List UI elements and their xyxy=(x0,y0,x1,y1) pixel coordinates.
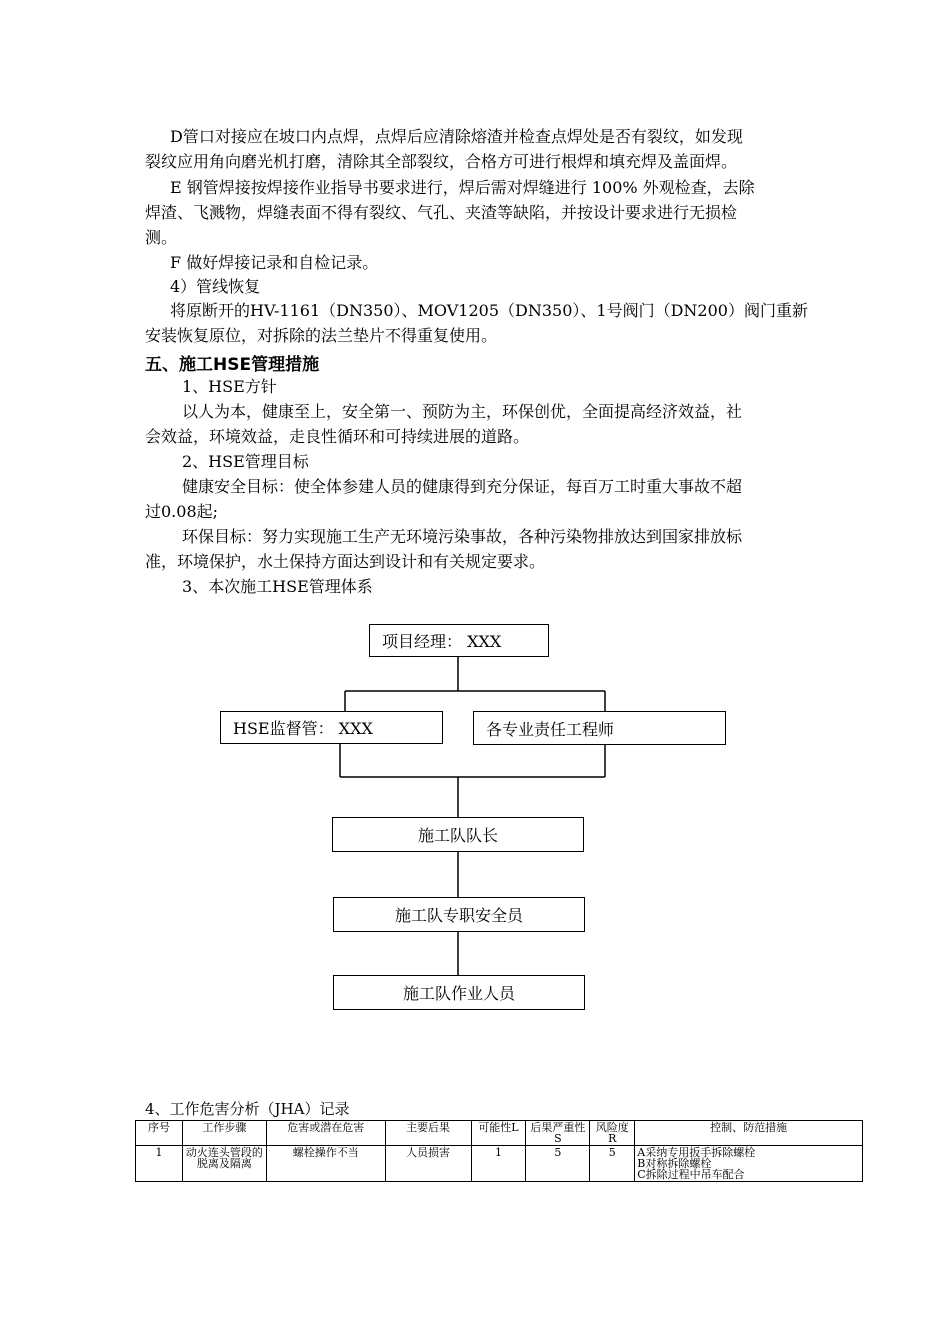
para-e-line1: E 钢管焊接按焊接作业指导书要求进行，焊后需对焊缝进行 100% 外观检查，去除 xyxy=(170,178,755,197)
para-env-line1: 环保目标：努力实现施工生产无环境污染事故，各种污染物排放达到国家排放标 xyxy=(182,527,743,546)
jha-cell-hazard: 螺栓操作不当 xyxy=(266,1146,385,1182)
control-measure-a: A采纳专用扳手拆除螺栓 xyxy=(637,1146,756,1159)
control-measure-b: B对称拆除螺栓 xyxy=(637,1157,712,1170)
control-measure-c: C拆除过程中吊车配合 xyxy=(637,1168,745,1181)
para-goals-line1: 健康安全目标：使全体参建人员的健康得到充分保证，每百万工时重大事故不超 xyxy=(182,477,743,496)
org-box-workers xyxy=(333,975,585,1010)
jha-cell-severity: 5 xyxy=(526,1146,590,1182)
engineers-label: 各专业责任工程师 xyxy=(486,719,615,739)
jha-header-hazard: 危害或潜在危害 xyxy=(266,1121,385,1146)
jha-cell-consequence: 人员损害 xyxy=(385,1146,471,1182)
org-box-safety-officer xyxy=(333,897,585,932)
project-manager-label: 项目经理： XXX xyxy=(382,632,502,651)
jha-table xyxy=(135,1120,863,1182)
table-row xyxy=(136,1146,863,1182)
jha-header-no: 序号 xyxy=(136,1121,183,1146)
org-box-team-leader xyxy=(332,817,584,852)
jha-header-consequence: 主要后果 xyxy=(385,1121,471,1146)
para-e-line3: 测。 xyxy=(145,228,178,247)
para-env-line2: 准，环境保护，水土保持方面达到设计和有关规定要求。 xyxy=(145,552,546,571)
workers-label: 施工队作业人员 xyxy=(402,984,515,1003)
jha-header-row xyxy=(136,1121,863,1146)
jha-header-control: 控制、防范措施 xyxy=(635,1121,863,1146)
jha-cell-no: 1 xyxy=(136,1146,183,1182)
safety-officer-label: 施工队专职安全员 xyxy=(394,906,523,925)
para-d-line1: D管口对接应在坡口内点焊，点焊后应清除熔渣并检查点焊处是否有裂纹，如发现 xyxy=(170,127,743,146)
jha-cell-step: 动火连头管段的脱离及隔离 xyxy=(182,1146,266,1182)
org-box-hse-supervisor xyxy=(220,711,443,744)
subheading-hse-goals: 2、HSE管理目标 xyxy=(182,452,309,471)
jha-header-step: 工作步骤 xyxy=(182,1121,266,1146)
para-f: F 做好焊接记录和自检记录。 xyxy=(170,253,379,272)
jha-header-severity: 后果严重性S xyxy=(526,1121,590,1146)
team-leader-label: 施工队队长 xyxy=(417,826,498,845)
hse-supervisor-label: HSE监督管： XXX xyxy=(233,719,373,738)
org-box-engineers xyxy=(473,711,726,745)
jha-cell-risk: 5 xyxy=(590,1146,635,1182)
para-goals-line2: 过0.08起; xyxy=(145,502,219,521)
subheading-hse-system: 3、本次施工HSE管理体系 xyxy=(182,577,373,596)
jha-title: 4、工作危害分析（JHA）记录 xyxy=(145,1100,350,1118)
jha-cell-likelihood: 1 xyxy=(471,1146,526,1182)
subheading-hse-policy: 1、HSE方针 xyxy=(182,377,277,396)
para-policy-line1: 以人为本，健康至上，安全第一、预防为主，环保创优，全面提高经济效益，社 xyxy=(182,402,743,421)
jha-cell-control xyxy=(635,1146,863,1182)
jha-header-likelihood: 可能性L xyxy=(471,1121,526,1146)
para-restore-line1: 将原断开的HV-1161（DN350）、MOV1205（DN350）、1号阀门（DN200）阀门重新 xyxy=(170,301,808,320)
jha-header-risk: 风险度R xyxy=(590,1121,635,1146)
org-box-project-manager xyxy=(369,624,549,657)
para-d-line2: 裂纹应用角向磨光机打磨，清除其全部裂纹，合格方可进行根焊和填充焊及盖面焊。 xyxy=(145,152,738,171)
section-heading-hse: 五、施工HSE管理措施 xyxy=(145,355,320,375)
para-policy-line2: 会效益，环境效益，走良性循环和可持续进展的道路。 xyxy=(145,427,530,446)
para-e-line2: 焊渣、飞溅物，焊缝表面不得有裂纹、气孔、夹渣等缺陷，并按设计要求进行无损检 xyxy=(145,203,738,222)
para-restore-line2: 安装恢复原位，对拆除的法兰垫片不得重复使用。 xyxy=(145,326,498,345)
subheading-pipeline-restore: 4）管线恢复 xyxy=(170,277,261,296)
